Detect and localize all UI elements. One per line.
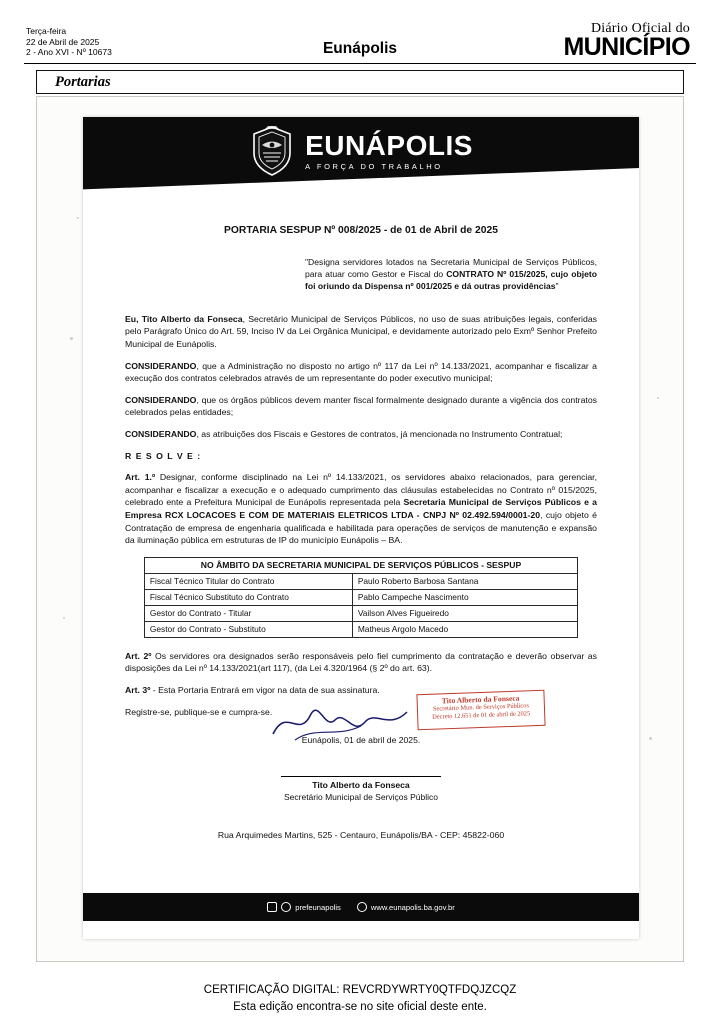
brand-tagline: A FORÇA DO TRABALHO xyxy=(305,161,443,171)
table-row xyxy=(144,589,577,605)
register-line: Registre-se, publique-se e cumpra-se. xyxy=(125,706,273,717)
table-cell-role: Gestor do Contrato - Substituto xyxy=(144,621,352,637)
article-1-text-c: , cujo objeto é Contratação de empresa de engenharia qualificada e habilitada para operações de serviços de manutenção e expansão da iluminação pública em estruturas de IP do município Eunápolis – BA. xyxy=(125,509,597,546)
table-cell-role: Gestor do Contrato - Titular xyxy=(144,605,352,621)
masthead-logo-line2: MUNICÍPIO xyxy=(563,33,690,61)
table-row xyxy=(144,605,577,621)
masthead-weekday: Terça-feira xyxy=(26,26,67,36)
article-2 xyxy=(125,650,597,675)
preamble-rest: , Secretário Municipal de Serviços Públicos, no uso de suas atribuições legais, conferidas pelo Parágrafo Único do Art. 59, Inciso IV da Lei Orgânica Municipal, e devidamente autorizado pelo Exmº Senhor Prefeito Municipal de Eunápolis. xyxy=(125,313,597,349)
masthead-issue: 2 - Ano XVI - Nº 10673 xyxy=(26,47,112,57)
table-header-title: NO ÂMBITO DA SECRETARIA MUNICIPAL DE SERVIÇOS PÚBLICOS - SESPUP xyxy=(144,557,577,573)
table-row xyxy=(144,621,577,637)
ementa-bold: CONTRATO Nº 015/2025, cujo objeto foi oriundo da Dispensa nº 001/2025 e dá outras providências xyxy=(305,269,597,292)
table-cell-name: Paulo Roberto Barbosa Santana xyxy=(352,573,577,589)
designated-servers-table xyxy=(144,557,578,638)
scanned-page xyxy=(36,96,684,962)
certification-hash: CERTIFICAÇÃO DIGITAL: REVCRDYWRTY0QTFDQJZCQZ xyxy=(203,984,517,996)
masthead-logo xyxy=(563,22,690,60)
section-title: Portarias xyxy=(55,74,111,90)
article-3-label: Art. 3º xyxy=(125,684,151,695)
signer-role: Secretário Municipal de Serviços Público xyxy=(283,792,439,803)
article-1-bold: Secretaria Municipal de Serviços Públicos e a Empresa RCX LOCACOES E COM DE MATERIAIS ELETRICOS LTDA - CNPJ Nº 02.492.594/0001-20 xyxy=(125,497,598,520)
social-group xyxy=(267,902,341,912)
table-cell-name: Matheus Argolo Macedo xyxy=(352,621,577,637)
section-header xyxy=(36,70,684,94)
brand-city: EUNÁPOLIS xyxy=(305,129,473,161)
article-1-text-a: Designar, conforme disciplinado na Lei nº 14.133/2021, os servidores abaixo relacionados, para gerenciar, acompanhar e fiscalizar a execução e o adequado cumprimento das cláusulas estabelecidas no Contrato nº 015/2025, celebrado ente a Prefeitura Municipal de Eunápolis representada pela xyxy=(125,472,597,508)
table-body xyxy=(144,573,577,637)
official-stamp xyxy=(416,690,545,730)
article-3-text: - Esta Portaria Entrará em vigor na data de sua assinatura. xyxy=(150,684,380,695)
considerando-3-label: CONSIDERANDO xyxy=(125,428,197,439)
stamp-name: Tito Alberto da Fonseca xyxy=(441,693,520,706)
table-cell-name: Pablo Campeche Nascimento xyxy=(352,589,577,605)
masthead-logo-line1: Diário Oficial do xyxy=(590,21,690,36)
ementa-text: "Designa servidores lotados na Secretaria Municipal de Serviços Públicos, para atuar como Gestor e Fiscal do xyxy=(305,256,597,279)
globe-icon xyxy=(357,902,367,912)
table-cell-name: Vailson Alves Figueiredo xyxy=(352,605,577,621)
certification-note: Esta edição encontra-se no site oficial deste ente. xyxy=(233,1001,487,1013)
considerando-1-label: CONSIDERANDO xyxy=(125,360,197,371)
table-header-row xyxy=(144,557,577,573)
table-cell-role: Fiscal Técnico Titular do Contrato xyxy=(144,573,352,589)
considerando-2-label: CONSIDERANDO xyxy=(125,394,197,405)
document-banner xyxy=(83,117,639,193)
stamp-role: Secretário Mun. de Serviços Públicos xyxy=(432,702,530,713)
document-sheet xyxy=(83,117,639,939)
certification-block xyxy=(0,982,720,1016)
document-title: PORTARIA SESPUP Nº 008/2025 - de 01 de Abril de 2025 xyxy=(224,225,498,236)
signature-line xyxy=(281,776,441,777)
considerando-1-text: , que a Administração no disposto no artigo nº 117 da Lei nº 14.133/2021, acompanhar e fiscalizar a execução dos contratos celebrados através de um representante do poder executivo municipal; xyxy=(125,360,597,384)
document-preamble xyxy=(125,313,597,351)
article-1 xyxy=(125,471,597,547)
document-ementa: "Designa servidores lotados na Secretaria Municipal de Serviços Públicos, para atuar como Gestor e Fiscal do CONTRATO Nº 015/2025, cujo objeto foi oriundo da Dispensa nº 001/2025 e dá outras providências" xyxy=(305,256,597,292)
footer-social-handle: prefeunapolis xyxy=(295,902,341,912)
footer-website: www.eunapolis.ba.gov.br xyxy=(370,902,455,912)
document-footer-bar xyxy=(83,893,639,921)
masthead-city: Eunápolis xyxy=(322,40,398,57)
document-address: Rua Arquimedes Martins, 525 - Centauro, Eunápolis/BA - CEP: 45822-060 xyxy=(217,830,505,841)
considerando-2 xyxy=(125,394,597,419)
brand-text xyxy=(305,129,473,171)
preamble-lead: Eu, Tito Alberto da Fonseca xyxy=(125,313,243,324)
place-and-date: Eunápolis, 01 de abril de 2025. xyxy=(301,735,421,746)
signer-name: Tito Alberto da Fonseca xyxy=(312,780,410,791)
considerando-3 xyxy=(125,428,597,441)
article-2-text: Os servidores ora designados serão responsáveis pelo fiel cumprimento da contratação e deverão observar as disposições da Lei nº 14.133/2021(art 117), (da Lei 4.320/1964 (§ 2º do art. 63). xyxy=(125,650,597,674)
website-group xyxy=(357,902,455,912)
stamp-decree: Decreto 12.651 de 01 de abril de 2025 xyxy=(432,710,531,722)
considerando-2-text: , que os órgãos públicos devem manter fiscal formalmente designado durante a vigência dos contratos celebrados pelas entidades; xyxy=(125,394,597,418)
masthead xyxy=(0,0,720,61)
considerando-3-text: , as atribuições dos Fiscais e Gestores de contratos, já mencionada no Instrumento Contratual; xyxy=(196,428,563,439)
masthead-date: 22 de Abril de 2025 xyxy=(26,36,100,47)
coat-of-arms-icon xyxy=(249,125,295,177)
table-cell-role: Fiscal Técnico Substituto do Contrato xyxy=(144,589,352,605)
masthead-divider xyxy=(24,63,696,64)
facebook-icon xyxy=(281,902,291,912)
article-1-label: Art. 1.º xyxy=(125,472,156,483)
table-row xyxy=(144,573,577,589)
article-2-label: Art. 2º xyxy=(125,650,152,661)
considerando-1 xyxy=(125,360,597,385)
document-body xyxy=(83,193,639,842)
instagram-icon xyxy=(267,902,277,912)
resolve-heading: R E S O L V E : xyxy=(125,450,202,461)
